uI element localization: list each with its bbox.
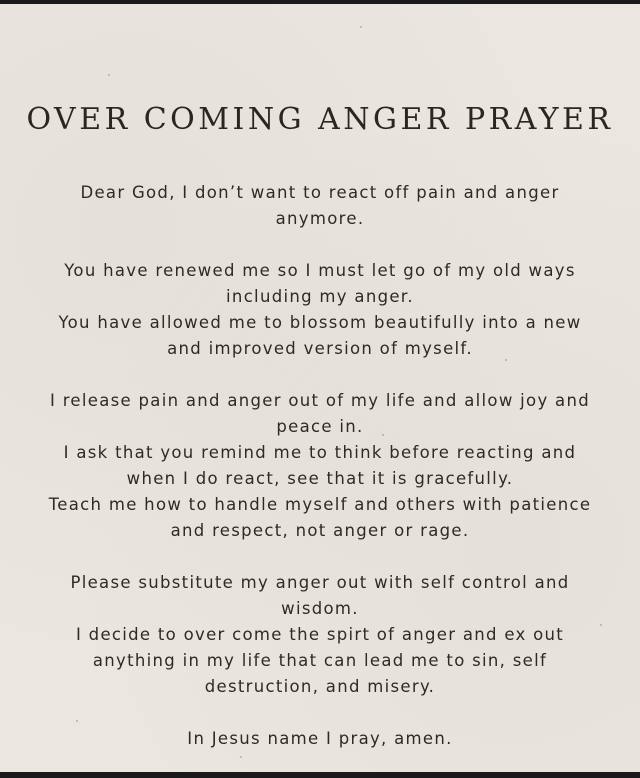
text-line: and improved version of myself.: [167, 339, 473, 358]
text-line: Please substitute my anger out with self control and: [70, 573, 570, 592]
paragraph: [30, 258, 610, 362]
text-line: anymore.: [275, 209, 365, 228]
text-line: I decide to over come the spirt of anger and ex out: [75, 625, 565, 644]
paragraph: [30, 180, 610, 232]
text-line: destruction, and misery.: [204, 677, 436, 696]
paper-speck: [108, 74, 110, 76]
prayer-body: [30, 180, 610, 752]
page-title: OVER COMING ANGER PRAYER: [26, 102, 614, 137]
paragraph: [30, 388, 610, 544]
text-line: You have allowed me to blossom beautifully into a new: [58, 313, 582, 332]
paper-speck: [240, 756, 242, 758]
text-line: Dear God, I don’t want to react off pain and anger: [80, 183, 560, 202]
text-line: You have renewed me so I must let go of my old ways: [64, 261, 576, 280]
text-line: anything in my life that can lead me to sin, self: [92, 651, 548, 670]
text-line: including my anger.: [226, 287, 414, 306]
text-line: I ask that you remind me to think before reacting and: [63, 443, 577, 462]
text-line: Teach me how to handle myself and others with patience: [48, 495, 592, 514]
text-line: wisdom.: [281, 599, 359, 618]
paragraph: [30, 570, 610, 700]
prayer-card: [0, 4, 640, 772]
text-line: I release pain and anger out of my life and allow joy and: [49, 391, 590, 410]
paper-speck: [360, 26, 362, 28]
text-line: peace in.: [276, 417, 364, 436]
text-line: when I do react, see that it is gracefully.: [126, 469, 514, 488]
text-line: and respect, not anger or rage.: [170, 521, 470, 540]
closing-line: In Jesus name I pray, amen.: [187, 729, 453, 748]
paragraph: [30, 726, 610, 752]
